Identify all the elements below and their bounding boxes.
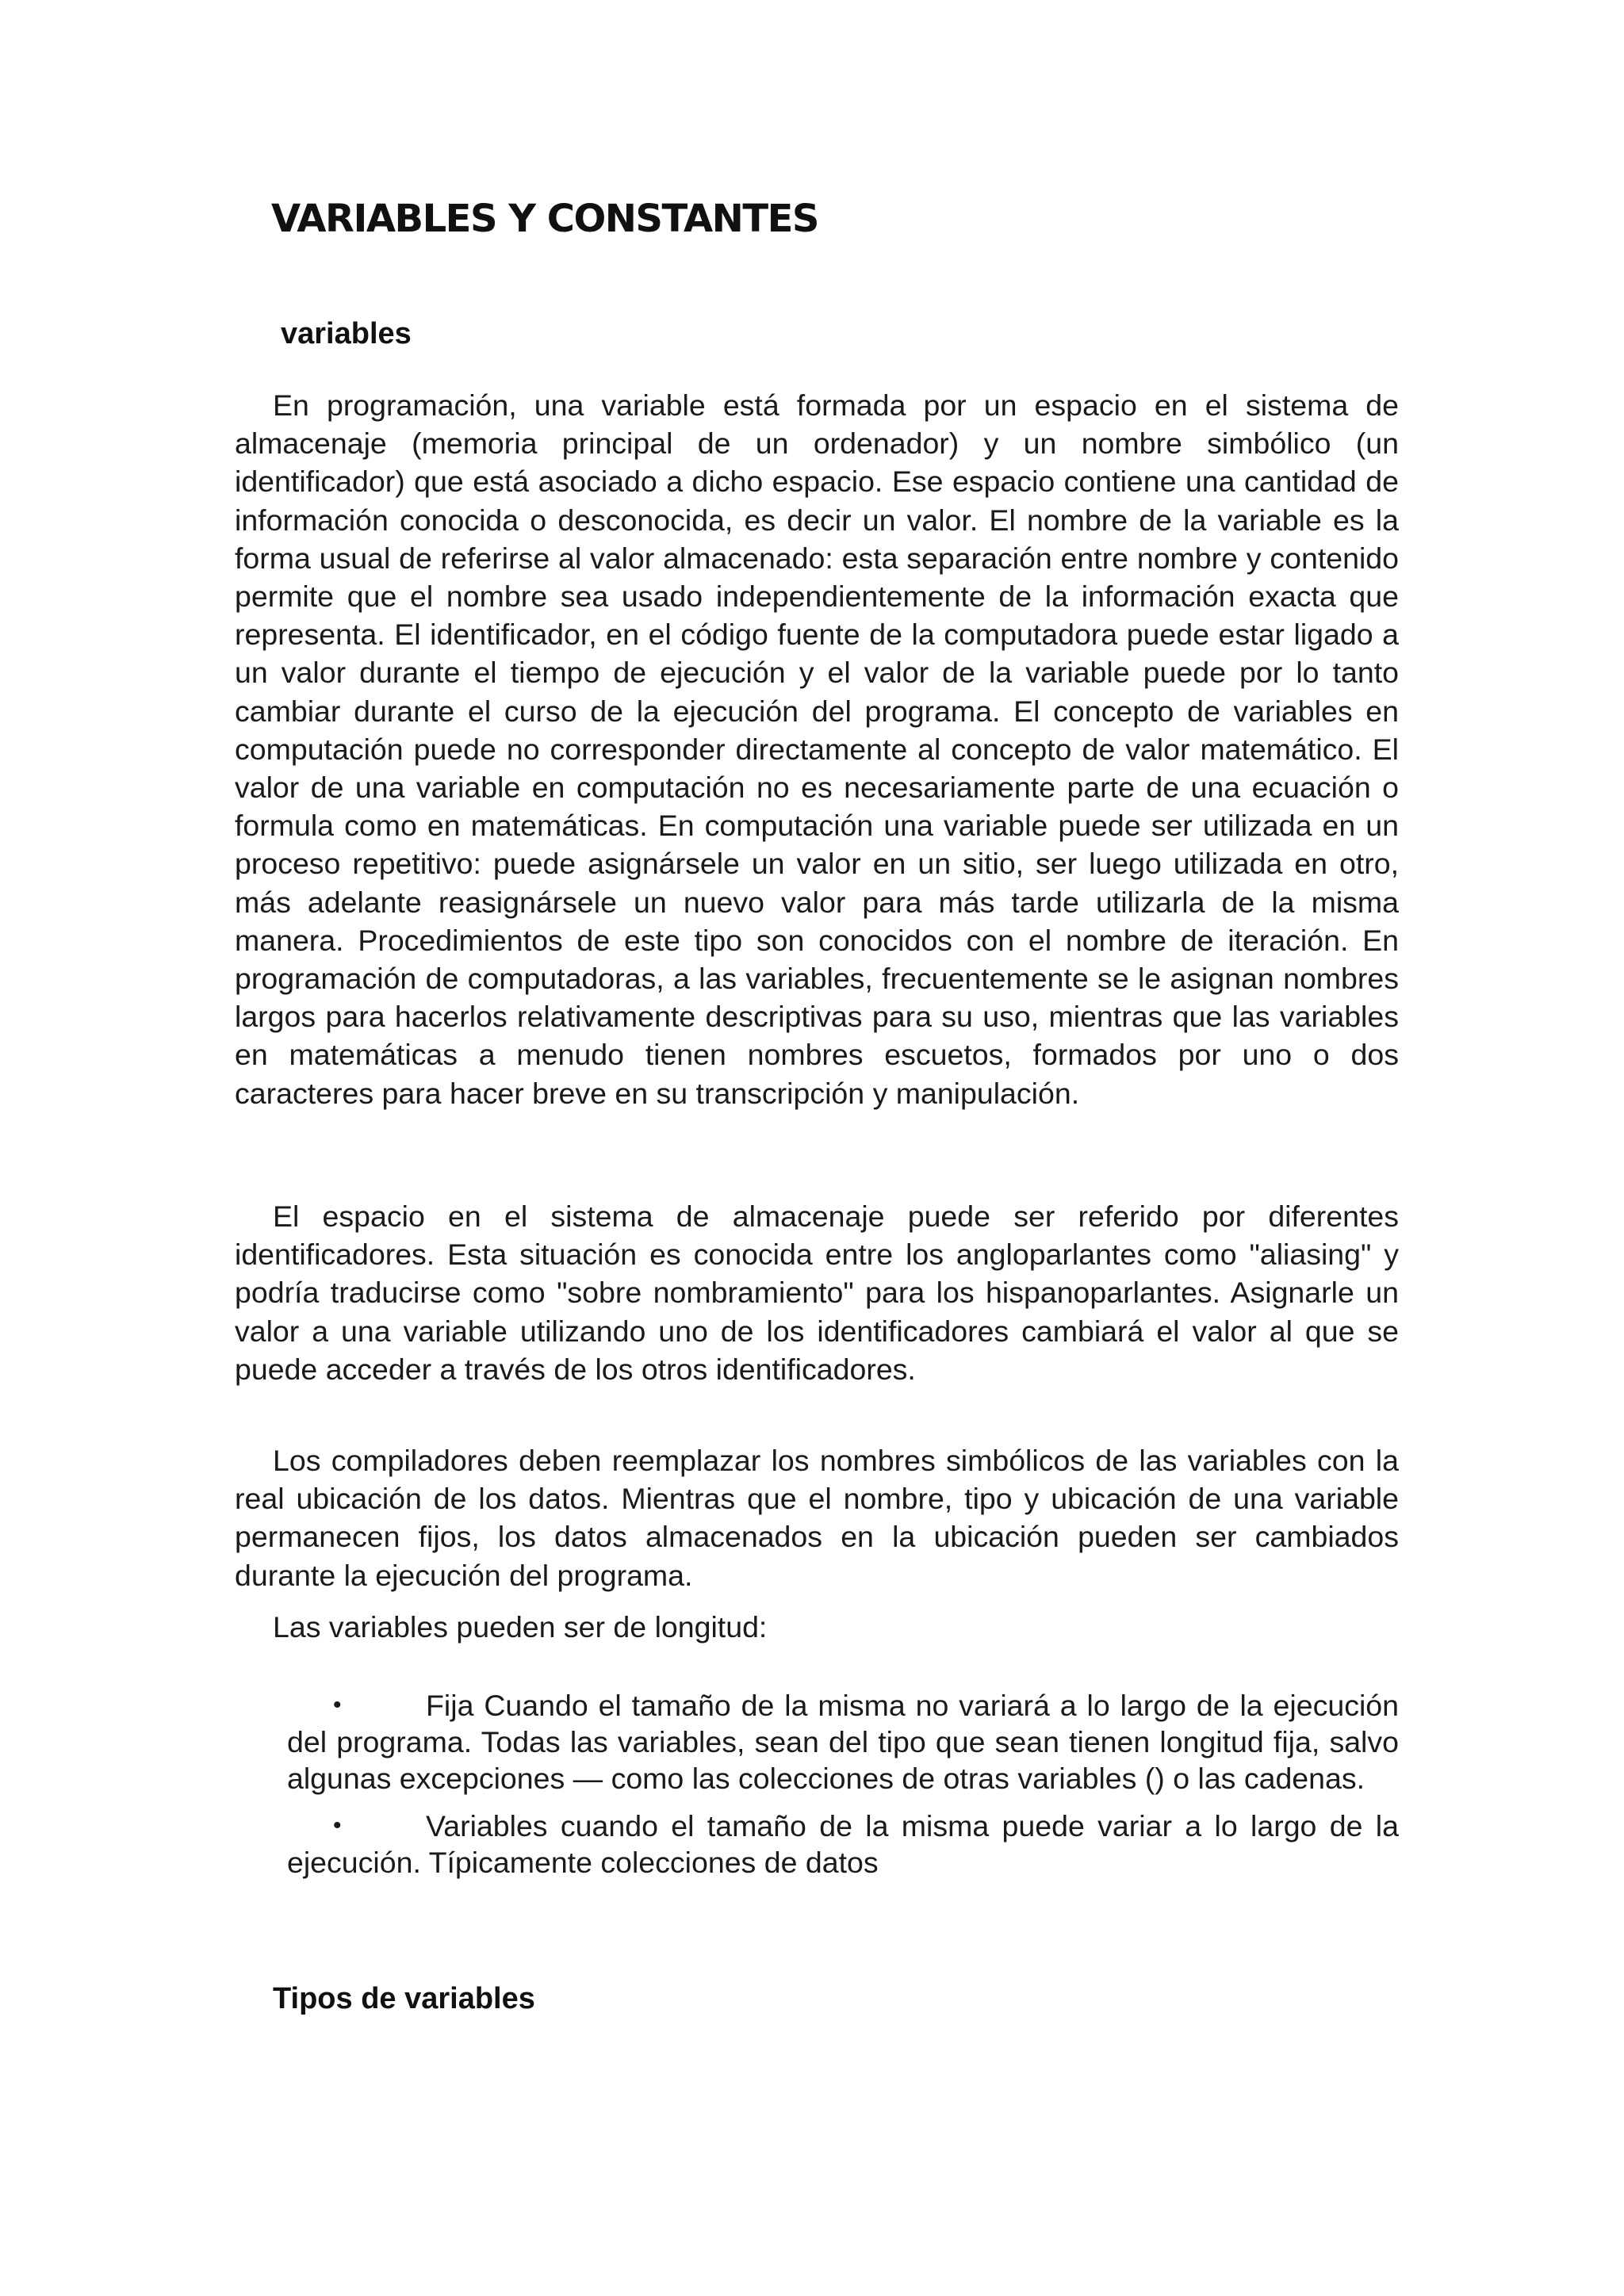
section-heading-tipos: Tipos de variables: [273, 1982, 535, 2015]
bullet-icon: •: [333, 1812, 342, 1839]
list-item-text: Fija Cuando el tamaño de la misma no variará a lo largo de la ejecución del programa. Todas las variables, sean del tipo que sean tienen longitud fija, salvo algunas excepciones — como las colecciones de otras variables () o las cadenas.: [287, 1689, 1399, 1795]
longitud-list: [287, 1687, 1399, 1892]
document-title: VARIABLES Y CONSTANTES: [271, 197, 818, 241]
list-item-fija: [287, 1687, 1399, 1797]
paragraph-longitud: Las variables pueden ser de longitud:: [273, 1610, 768, 1644]
section-heading-variables: variables: [281, 317, 412, 350]
paragraph-compiladores: Los compiladores deben reemplazar los nombres simbólicos de las variables con la real ubicación de los datos. Mientras que el nombre, tipo y ubicación de una variable permanecen fijos, los datos almacenados en la ubicación pueden ser cambiados durante la ejecución del programa.: [235, 1444, 1399, 1592]
list-item-variables: [287, 1808, 1399, 1881]
paragraph-aliasing: El espacio en el sistema de almacenaje puede ser referido por diferentes identificadores. Esta situación es conocida entre los angloparlantes como "aliasing" y podría traducirse como "sobre nombramiento" para los hispanoparlantes. Asignarle un valor a una variable utilizando uno de los identificadores cambiará el valor al que se puede acceder a través de los otros identificadores.: [235, 1200, 1399, 1386]
paragraph-definition: En programación, una variable está formada por un espacio en el sistema de almacenaje (memoria principal de un ordenador) y un nombre simbólico (un identificador) que está asociado a dicho espacio. Ese espacio contiene una cantidad de información conocida o desconocida, es decir un valor. El nombre de la variable es la forma usual de referirse al valor almacenado: esta separación entre nombre y contenido permite que el nombre sea usado independientemente de la información exacta que representa. El identificador, en el código fuente de la computadora puede estar ligado a un valor durante el tiempo de ejecución y el valor de la variable puede por lo tanto cambiar durante el curso de la ejecución del programa. El concepto de variables en computación puede no corresponder directamente al concepto de valor matemático. El valor de una variable en computación no es necesariamente parte de una ecuación o formula como en matemáticas. En computación una variable puede ser utilizada en un proceso repetitivo: puede asignársele un valor en un sitio, ser luego utilizada en otro, más adelante reasignársele un nuevo valor para más tarde utilizarla de la misma manera. Procedimientos de este tipo son conocidos con el nombre de iteración. En programación de computadoras, a las variables, frecuentemente se le asignan nombres largos para hacerlos relativamente descriptivas para su uso, mientras que las variables en matemáticas a menudo tienen nombres escuetos, formados por uno o dos caracteres para hacer breve en su transcripción y manipulación.: [235, 388, 1399, 1110]
bullet-icon: •: [333, 1692, 342, 1718]
list-item-text: Variables cuando el tamaño de la misma puede variar a lo largo de la ejecución. Típicamente colecciones de datos: [287, 1809, 1399, 1879]
